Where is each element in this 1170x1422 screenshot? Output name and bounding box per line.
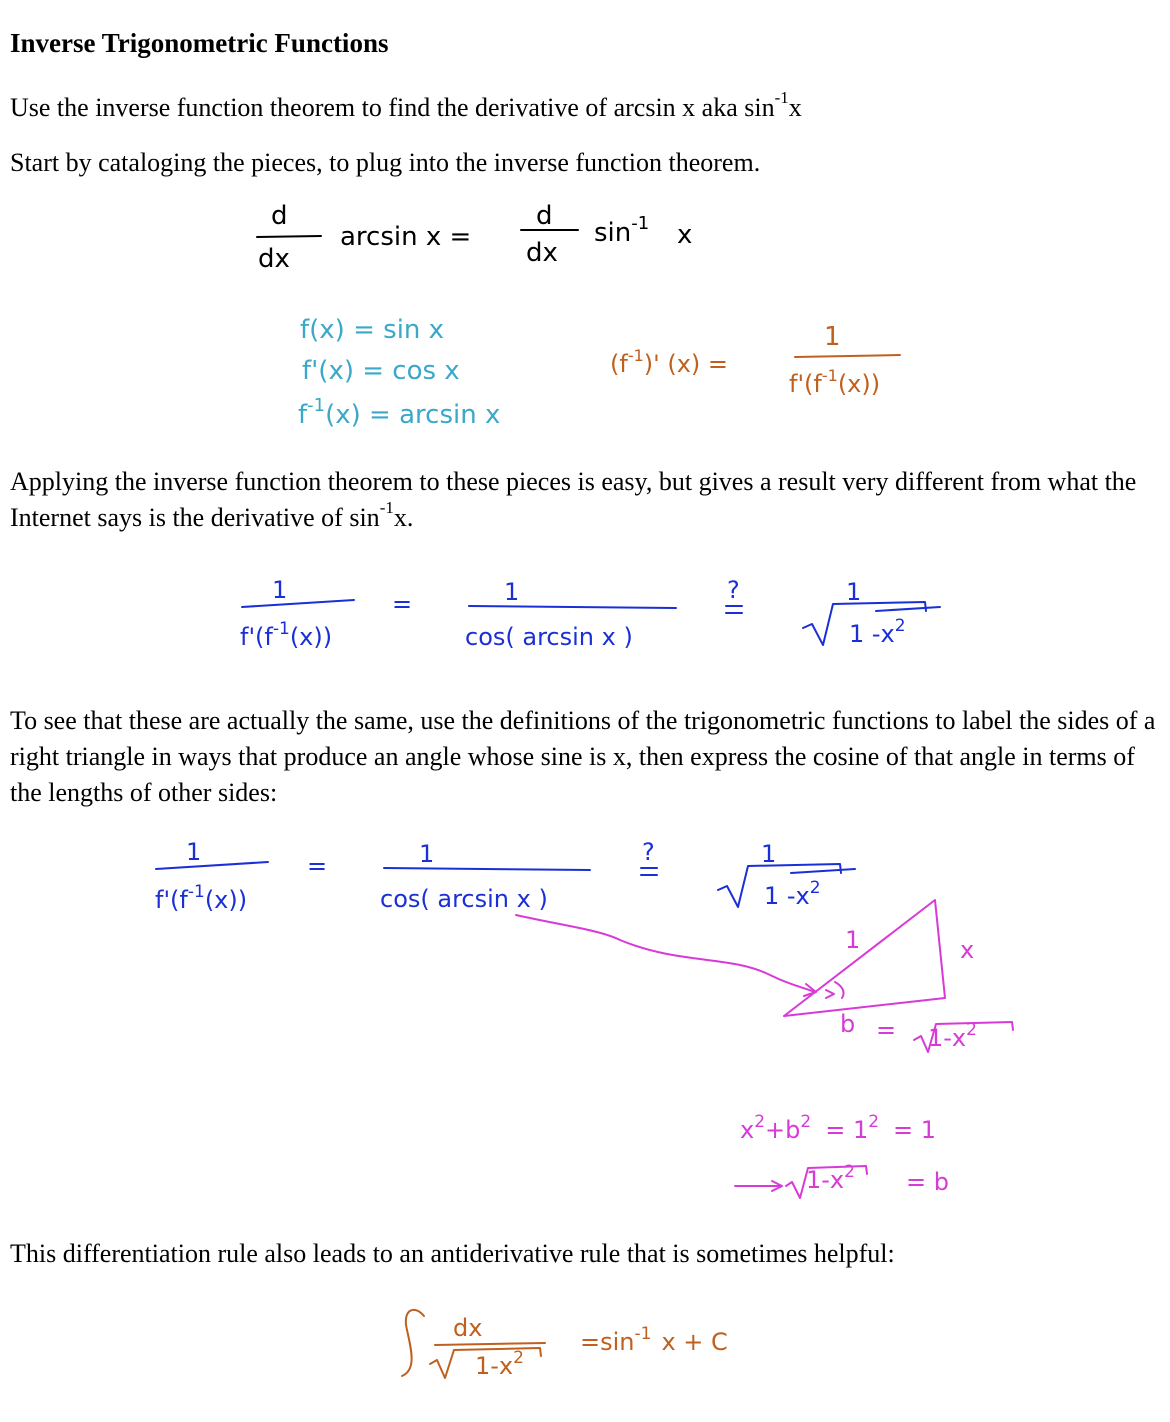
numerator-2: 1 (419, 840, 435, 868)
d-numerator: d (271, 201, 288, 231)
opposite-label: x (960, 936, 975, 964)
integrand-radical (430, 1348, 541, 1378)
fraction-bar-1 (156, 862, 268, 869)
angle-arc (835, 982, 844, 998)
theorem-fraction-bar (795, 355, 900, 357)
denominator-1: $f'(f^{-1}(x))$ (155, 882, 248, 914)
applying-paragraph: Applying the inverse function theorem to these pieces is easy, but gives a result very different from what the Internet says is the derivative of $\sin^{-1}x$. (10, 467, 1137, 532)
integral-sign (402, 1310, 424, 1376)
adjacent-radicand: $1-x^2$ (928, 1020, 977, 1052)
numerator-3: 1 (761, 840, 777, 868)
triangle-drawing (516, 900, 1013, 1198)
denominator-2: cos( arcsin x ) (465, 623, 633, 651)
hypotenuse-label: 1 (845, 926, 861, 954)
equals-1: = (307, 852, 328, 880)
sin-inverse-label: $\sin^{-1}$ (594, 213, 650, 248)
theorem-lhs: $(f^{-1})'$ (x) = (610, 346, 729, 378)
right-triangle (784, 900, 945, 1016)
pointer-arrow (516, 915, 815, 992)
fraction-bar-1 (242, 600, 354, 607)
intro-paragraph: Use the inverse function theorem to find the derivative of arcsin x aka $\sin^{-1}x$ (10, 88, 802, 122)
radicand: 1 $-x^2$ (849, 616, 906, 648)
result-equals-b: = b (906, 1168, 949, 1196)
question-mark: ? (642, 838, 655, 866)
denominator-2: cos( arcsin x ) (380, 885, 548, 913)
equals-1: = (392, 590, 413, 618)
result-radical (786, 1162, 867, 1198)
antiderivative-paragraph: This differentiation rule also leads to an antiderivative rule that is sometimes helpful: (10, 1239, 895, 1268)
numerator-2: 1 (504, 578, 520, 606)
integrand-radicand: $1-x^2$ (475, 1348, 524, 1380)
antiderivative-rhs: $=\sin^{-1}$ x + C (580, 1324, 728, 1356)
triangle-paragraph: To see that these are actually the same, use the definitions of the trigonometric functions to label the sides of a right triangle in ways that produce an angle whose sine is x, then express the cosine of that angle in terms of the lengths of other sides: (10, 706, 1156, 807)
eq4-strokes (402, 1310, 545, 1378)
adjacent-equals: = (876, 1016, 897, 1044)
f-inverse-of-x: $f^{-1}(x) = \arcsin x$ (298, 395, 501, 430)
numerator-1: 1 (272, 576, 288, 604)
f-prime-of-x: f'(x) = cos x (302, 356, 460, 386)
theorem-denominator: $f'(f^{-1}(x))$ (789, 366, 881, 398)
fraction-bar-1 (257, 236, 321, 237)
integrand-fraction-bar (435, 1343, 545, 1345)
x-variable: x (677, 220, 693, 250)
question-mark: ? (727, 576, 740, 604)
pythagorean-equation: $x^2+b^2 = 1^2 = 1$ (740, 1112, 937, 1144)
arcsin-label: arcsin x = (340, 222, 472, 252)
d-numerator-2: d (536, 201, 553, 231)
dx-denominator-2: dx (526, 238, 558, 268)
adjacent-label: b (840, 1010, 856, 1038)
triangle-radical (914, 1022, 1013, 1052)
integrand-numerator: dx (453, 1314, 483, 1342)
eq1-fraction-bars (257, 230, 578, 237)
fraction-bar-2 (384, 868, 590, 870)
radicand: 1 $-x^2$ (764, 878, 821, 910)
f-of-x: f(x) = sin x (300, 315, 445, 345)
result-radicand: $1-x^2$ (806, 1162, 855, 1194)
denominator-1: $f'(f^{-1}(x))$ (240, 619, 333, 651)
numerator-3: 1 (846, 578, 862, 606)
theorem-numerator: 1 (824, 322, 841, 352)
fraction-bar-2 (469, 606, 676, 608)
eq3-strokes (156, 862, 855, 907)
catalog-paragraph: Start by cataloging the pieces, to plug into the inverse function theorem. (10, 148, 761, 177)
eq2-strokes (242, 600, 940, 645)
dx-denominator: dx (258, 244, 290, 274)
page-title: Inverse Trigonometric Functions (10, 28, 389, 58)
numerator-1: 1 (186, 838, 202, 866)
